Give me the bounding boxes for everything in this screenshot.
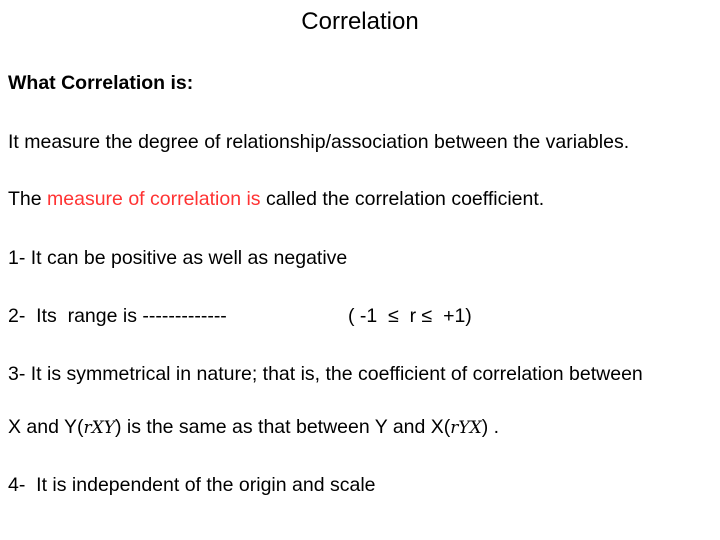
property-1: 1- It can be positive as well as negative xyxy=(8,247,348,269)
section-heading: What Correlation is: xyxy=(8,72,194,94)
coefficient-prefix: The xyxy=(8,188,48,210)
symmetry-text-a: X and Y( xyxy=(8,416,84,438)
coefficient-suffix: called the correlation coefficient. xyxy=(260,188,545,210)
range-value: ( -1 ≤ r ≤ +1) xyxy=(348,305,472,327)
coefficient-highlight: measure of correlation is xyxy=(47,188,261,210)
definition-line: It measure the degree of relationship/association between the variables. xyxy=(8,131,630,153)
slide-title: Correlation xyxy=(301,8,419,35)
math-rxy: rXY xyxy=(83,418,115,438)
symmetry-text-b: ) is the same as that between Y and X( xyxy=(114,416,451,438)
symmetry-text-c: ) . xyxy=(481,416,500,438)
property-2 xyxy=(8,305,472,328)
property-3: 3- It is symmetrical in nature; that is, the coefficient of correlation between xyxy=(8,363,643,385)
symmetry-line xyxy=(8,416,499,439)
range-label: 2- Its range is ------------- xyxy=(8,305,227,327)
math-ryx: rYX xyxy=(450,418,482,438)
property-4: 4- It is independent of the origin and scale xyxy=(8,474,376,496)
coefficient-line xyxy=(8,188,544,211)
